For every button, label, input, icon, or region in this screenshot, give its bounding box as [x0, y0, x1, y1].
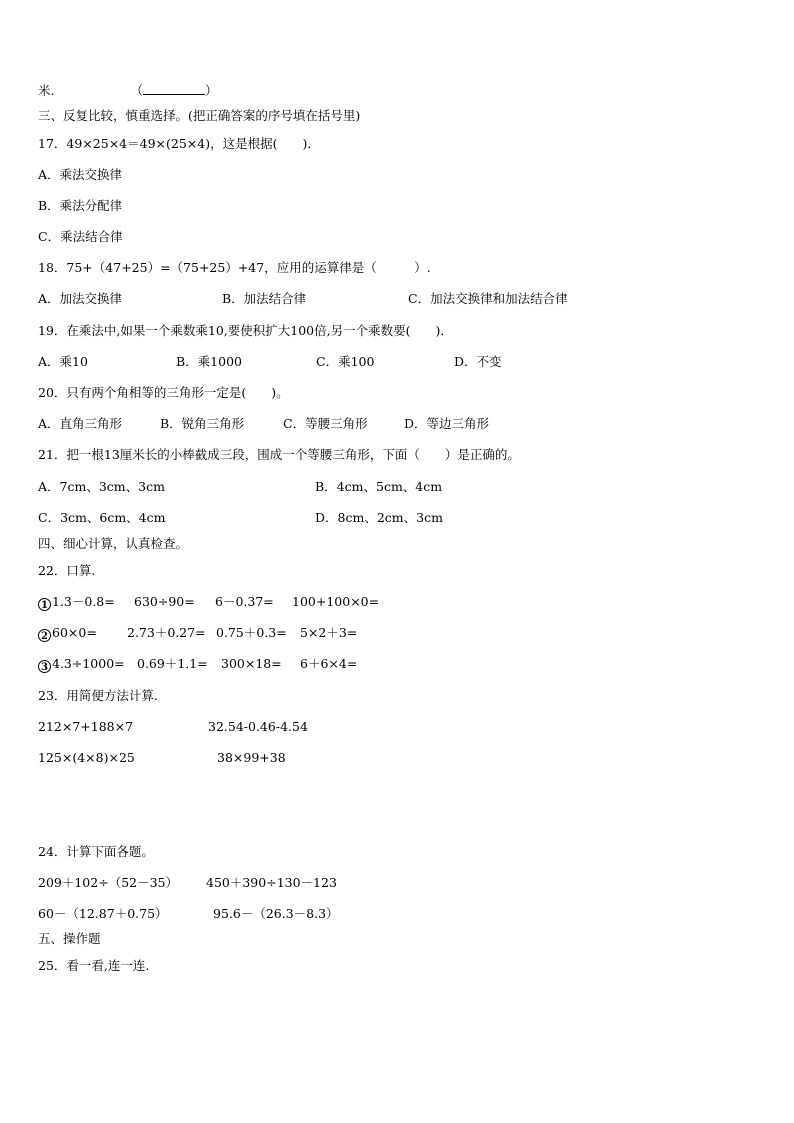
q16-tail	[38, 83, 217, 99]
q24-item: 450＋390÷130－123	[206, 875, 337, 890]
q22-item: 4.3÷1000=	[52, 656, 125, 671]
q17-option-c[interactable]: C．乘法结合律	[38, 229, 123, 244]
circled-number: 1	[38, 598, 51, 611]
q24-item: 60－（12.87＋0.75）	[38, 906, 168, 921]
q23-item: 212×7+188×7	[38, 719, 134, 734]
q21-option-b[interactable]: B．4cm、5cm、4cm	[315, 479, 443, 494]
q22-item: 6＋6×4=	[300, 656, 358, 671]
q17-option-a[interactable]: A．乘法交换律	[38, 167, 123, 182]
q20-option-b[interactable]: B．锐角三角形	[160, 416, 245, 431]
q22-item: 100+100×0=	[292, 594, 380, 609]
q22-item: 0.69＋1.1=	[137, 656, 208, 671]
q22-item: 6－0.37=	[215, 594, 274, 609]
q16-close-paren: ）	[204, 83, 218, 98]
section-5-title: 五、操作题	[38, 931, 101, 946]
q20-option-a[interactable]: A．直角三角形	[38, 416, 123, 431]
q19-option-c[interactable]: C．乘100	[316, 354, 375, 369]
section-4-title: 四、细心计算，认真检查。	[38, 536, 189, 551]
q19-stem: 19．在乘法中,如果一个乘数乘10,要使积扩大100倍,另一个乘数要( )．	[38, 323, 453, 338]
q22-row-2	[38, 625, 97, 642]
q20-option-c[interactable]: C．等腰三角形	[283, 416, 368, 431]
q17-option-b[interactable]: B．乘法分配律	[38, 198, 123, 213]
q19-option-b[interactable]: B．乘1000	[176, 354, 242, 369]
q25-stem: 25．看一看,连一连.	[38, 958, 150, 973]
q21-option-a[interactable]: A．7cm、3cm、3cm	[38, 479, 165, 494]
q22-stem: 22．口算.	[38, 563, 96, 578]
q19-option-d[interactable]: D．不变	[454, 354, 502, 369]
q20-option-d[interactable]: D．等边三角形	[404, 416, 490, 431]
circled-number: 2	[38, 629, 51, 642]
q23-item: 125×(4×8)×25	[38, 750, 135, 765]
q24-stem: 24．计算下面各题。	[38, 844, 154, 859]
q23-item: 38×99+38	[217, 750, 286, 765]
q22-item: 630÷90=	[134, 594, 195, 609]
q22-row-1	[38, 594, 115, 611]
q22-item: 1.3－0.8=	[52, 594, 115, 609]
q23-item: 32.54-0.46-4.54	[208, 719, 308, 734]
q22-item: 5×2＋3=	[300, 625, 358, 640]
q20-stem: 20．只有两个角相等的三角形一定是( )。	[38, 385, 289, 400]
q24-item: 95.6－（26.3－8.3）	[213, 906, 339, 921]
q22-item: 60×0=	[52, 625, 97, 640]
q22-row-3	[38, 656, 125, 673]
q19-option-a[interactable]: A．乘10	[38, 354, 88, 369]
q16-prefix: 米.	[38, 83, 55, 98]
q16-open-paren: （	[130, 83, 143, 98]
circled-number: 3	[38, 660, 51, 673]
q18-option-c[interactable]: C．加法交换律和加法结合律	[408, 291, 568, 306]
q22-item: 300×18=	[221, 656, 282, 671]
q18-stem: 18．75+（47+25）=（75+25）+47，应用的运算律是（ ）.	[38, 260, 431, 275]
q17-stem: 17．49×25×4＝49×(25×4)，这是根据( )．	[38, 136, 320, 151]
q21-option-d[interactable]: D．8cm、2cm、3cm	[315, 510, 443, 525]
q24-item: 209＋102÷（52－35）	[38, 875, 179, 890]
q18-option-b[interactable]: B．加法结合律	[222, 291, 307, 306]
q22-item: 0.75＋0.3=	[216, 625, 287, 640]
q18-option-a[interactable]: A．加法交换律	[38, 291, 123, 306]
q22-item: 2.73＋0.27=	[127, 625, 206, 640]
q16-answer-blank[interactable]	[143, 83, 205, 95]
q21-option-c[interactable]: C．3cm、6cm、4cm	[38, 510, 166, 525]
q21-stem: 21．把一根13厘米长的小棒截成三段，围成一个等腰三角形，下面（ ）是正确的。	[38, 447, 520, 462]
section-3-title: 三、反复比较，慎重选择。(把正确答案的序号填在括号里)	[38, 108, 361, 123]
q23-stem: 23．用简便方法计算.	[38, 688, 158, 703]
